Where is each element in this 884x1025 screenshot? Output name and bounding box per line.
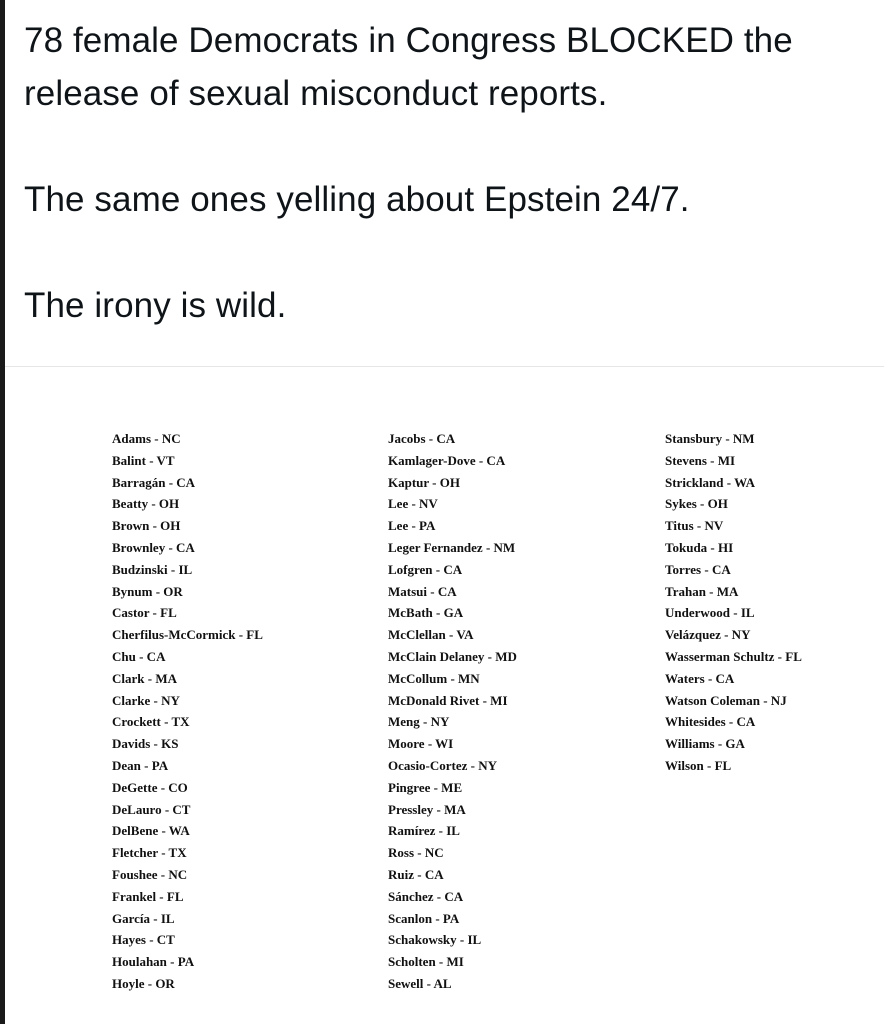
representative-name: Underwood - IL xyxy=(665,605,755,621)
representative-name: Velázquez - NY xyxy=(665,627,751,643)
representative-name: Sánchez - CA xyxy=(388,888,464,904)
representative-name: Scanlon - PA xyxy=(388,910,460,926)
representative-name: Jacobs - CA xyxy=(388,431,456,446)
representative-name: Budzinski - IL xyxy=(112,561,193,577)
representative-name: Davids - KS xyxy=(112,736,179,752)
representative-name: Scholten - MI xyxy=(388,954,464,970)
representative-name: Kaptur - OH xyxy=(388,474,460,490)
representative-name: Watson Coleman - NJ xyxy=(665,692,787,708)
representative-name: Hayes - CT xyxy=(112,932,175,948)
representative-name: McDonald Rivet - MI xyxy=(388,692,508,708)
representative-name: Strickland - WA xyxy=(665,474,756,490)
names-column-3 xyxy=(665,428,802,777)
representative-name: Pressley - MA xyxy=(388,801,466,817)
representative-name: García - IL xyxy=(112,910,175,926)
representative-name: Lee - PA xyxy=(388,518,436,534)
representative-name: DelBene - WA xyxy=(112,823,190,839)
representative-name: Stevens - MI xyxy=(665,452,736,468)
representative-name: Dean - PA xyxy=(112,757,169,773)
representative-name: Waters - CA xyxy=(665,670,735,686)
representative-name: Trahan - MA xyxy=(665,583,739,599)
representative-name: DeLauro - CT xyxy=(112,801,191,817)
representative-name: Balint - VT xyxy=(112,452,175,468)
representative-name: McBath - GA xyxy=(388,605,464,621)
representative-name: Moore - WI xyxy=(388,736,454,752)
representative-name: Sykes - OH xyxy=(665,496,728,512)
tweet-line: The same ones yelling about Epstein 24/7. xyxy=(24,180,690,219)
representative-name: McClellan - VA xyxy=(388,627,474,643)
representative-name: Schakowsky - IL xyxy=(388,932,482,948)
representative-name: DeGette - CO xyxy=(112,779,188,795)
representative-name: Williams - GA xyxy=(665,736,745,752)
representative-name: Clark - MA xyxy=(112,670,177,686)
representative-name: Crockett - TX xyxy=(112,714,190,730)
tweet-line: release of sexual misconduct reports. xyxy=(24,74,608,113)
tweet-line: The irony is wild. xyxy=(24,286,287,325)
representative-name: Clarke - NY xyxy=(112,692,180,708)
representative-name: Pingree - ME xyxy=(388,779,463,795)
representative-name: Matsui - CA xyxy=(388,583,457,599)
names-column-2 xyxy=(388,428,517,995)
representative-name: Castor - FL xyxy=(112,605,177,621)
representative-name: Kamlager-Dove - CA xyxy=(388,452,506,468)
representative-name: Bynum - OR xyxy=(112,583,183,599)
tweet-line: 78 female Democrats in Congress BLOCKED the xyxy=(24,21,793,60)
representative-name: Barragán - CA xyxy=(112,474,196,490)
representative-name: Whitesides - CA xyxy=(665,714,756,730)
representative-name: Stansbury - NM xyxy=(665,431,755,446)
representative-name: McCollum - MN xyxy=(388,670,480,686)
representative-name: Lee - NV xyxy=(388,496,438,512)
representative-name: Ruiz - CA xyxy=(388,866,444,882)
representative-name: Fletcher - TX xyxy=(112,845,187,861)
tweet-text xyxy=(24,14,874,332)
representative-name: Beatty - OH xyxy=(112,496,180,512)
representative-name: Wasserman Schultz - FL xyxy=(665,648,802,664)
representative-name: Torres - CA xyxy=(665,561,731,577)
representative-name: McClain Delaney - MD xyxy=(388,648,517,664)
representative-name: Foushee - NC xyxy=(112,866,188,882)
representative-name: Sewell - AL xyxy=(388,975,452,991)
representative-name: Cherfilus-McCormick - FL xyxy=(112,627,263,643)
representative-name: Ross - NC xyxy=(388,845,444,861)
representative-name: Wilson - FL xyxy=(665,757,732,773)
representative-name: Leger Fernandez - NM xyxy=(388,539,516,555)
representative-name: Titus - NV xyxy=(665,518,724,534)
representative-name: Frankel - FL xyxy=(112,888,184,904)
representative-name: Brownley - CA xyxy=(112,539,195,555)
representative-name: Ramírez - IL xyxy=(388,823,460,839)
representative-name: Ocasio-Cortez - NY xyxy=(388,757,498,773)
names-column-1 xyxy=(112,428,263,995)
representative-name: Houlahan - PA xyxy=(112,954,195,970)
representative-name: Lofgren - CA xyxy=(388,561,463,577)
representative-name: Meng - NY xyxy=(388,714,450,730)
representative-name: Tokuda - HI xyxy=(665,539,734,555)
representative-name: Hoyle - OR xyxy=(112,975,175,991)
representative-name: Brown - OH xyxy=(112,518,181,534)
representative-name: Chu - CA xyxy=(112,648,166,664)
representative-name: Adams - NC xyxy=(112,431,181,446)
